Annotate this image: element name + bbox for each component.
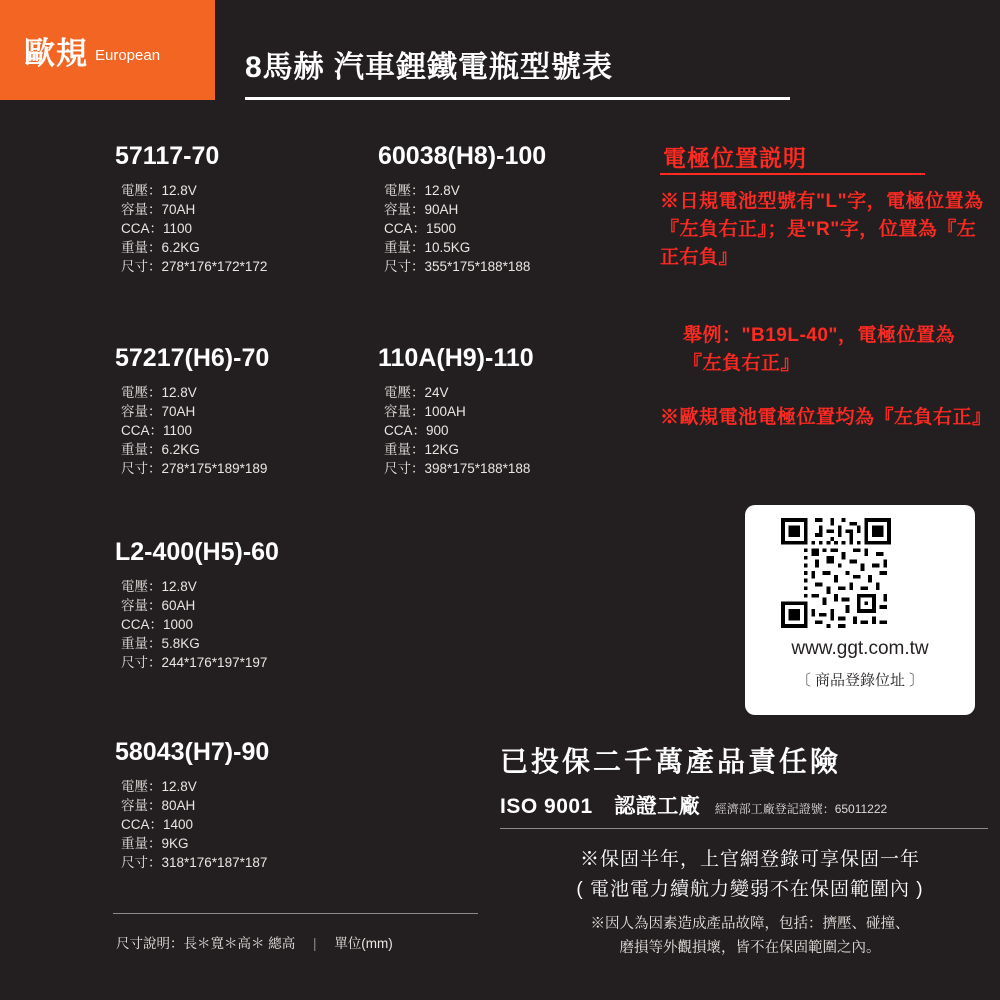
spec-value-cca: 1100 xyxy=(163,221,193,236)
product-model: 60038(H8)-100 xyxy=(378,142,547,170)
spec-weight xyxy=(115,634,279,653)
spec-capacity xyxy=(115,200,267,219)
spec-cca xyxy=(378,219,546,238)
spec-voltage xyxy=(115,181,267,200)
spec-weight xyxy=(115,834,269,853)
spec-label-weight: 重量： xyxy=(121,636,162,651)
spec-label-cca: CCA： xyxy=(121,617,164,632)
spec-label-voltage: 電壓： xyxy=(384,183,425,198)
spec-cca xyxy=(378,421,534,440)
product-card xyxy=(115,344,269,478)
electrode-notes-divider xyxy=(660,173,925,175)
product-model: 58043(H7)-90 xyxy=(115,738,270,766)
spec-size xyxy=(115,853,269,872)
spec-voltage xyxy=(115,577,279,596)
size-legend-text: 尺寸說明：長＊寬＊高＊ 總高 xyxy=(116,936,296,951)
spec-label-weight: 重量： xyxy=(121,442,162,457)
legend-separator: | xyxy=(313,936,317,951)
spec-label-voltage: 電壓： xyxy=(121,579,162,594)
spec-value-size: 318*176*187*187 xyxy=(161,855,268,870)
spec-label-capacity: 容量： xyxy=(121,598,162,613)
title-divider xyxy=(245,97,790,100)
spec-label-capacity: 容量： xyxy=(121,404,162,419)
spec-value-size: 278*175*189*189 xyxy=(161,461,268,476)
disclaimer-notice xyxy=(500,912,1000,960)
spec-label-cca: CCA： xyxy=(121,423,164,438)
spec-value-size: 398*175*188*188 xyxy=(424,461,531,476)
spec-value-cca: 1500 xyxy=(426,221,457,236)
spec-value-weight: 6.2KG xyxy=(161,240,200,255)
disclaimer-line-2: 磨損等外觀損壞，皆不在保固範圍之內。 xyxy=(619,940,881,956)
spec-label-capacity: 容量： xyxy=(121,202,162,217)
spec-value-weight: 10.5KG xyxy=(424,240,471,255)
spec-label-capacity: 容量： xyxy=(121,798,162,813)
iso-certification-line xyxy=(500,790,887,820)
spec-label-weight: 重量： xyxy=(384,240,425,255)
spec-capacity xyxy=(115,596,279,615)
spec-label-cca: CCA： xyxy=(384,423,427,438)
spec-value-size: 355*175*188*188 xyxy=(424,259,531,274)
warranty-notice xyxy=(500,845,1000,905)
spec-label-size: 尺寸： xyxy=(384,461,425,476)
spec-label-cca: CCA： xyxy=(121,817,164,832)
spec-capacity xyxy=(115,402,269,421)
spec-label-voltage: 電壓： xyxy=(121,183,162,198)
product-model: 110A(H9)-110 xyxy=(378,344,534,372)
spec-label-weight: 重量： xyxy=(121,240,162,255)
qr-caption-text: 〔 商品登錄位址 〕 xyxy=(795,672,925,689)
spec-value-voltage: 12.8V xyxy=(161,779,197,794)
spec-weight xyxy=(115,440,269,459)
qr-code-icon[interactable] xyxy=(781,518,891,628)
page-title: 8馬赫 汽車鋰鐵電瓶型號表 xyxy=(245,51,614,84)
spec-value-cca: 1000 xyxy=(163,617,194,632)
spec-voltage xyxy=(378,383,534,402)
spec-value-cca: 1400 xyxy=(163,817,194,832)
spec-weight xyxy=(378,440,534,459)
spec-label-cca: CCA： xyxy=(384,221,427,236)
spec-value-capacity: 90AH xyxy=(424,202,459,217)
spec-voltage xyxy=(378,181,546,200)
spec-value-cca: 900 xyxy=(426,423,449,438)
product-model: 57117-70 xyxy=(115,142,220,170)
spec-label-size: 尺寸： xyxy=(121,855,162,870)
product-card xyxy=(378,142,546,276)
spec-weight xyxy=(378,238,546,257)
spec-value-size: 278*176*172*172 xyxy=(161,259,268,274)
electrode-note-2: 舉例："B19L-40"，電極位置為『左負右正』 xyxy=(683,325,955,374)
electrode-note-3: ※歐規電池電極位置均為『左負右正』 xyxy=(660,407,992,428)
left-footer-divider xyxy=(113,913,478,914)
spec-size xyxy=(115,257,267,276)
spec-voltage xyxy=(115,383,269,402)
spec-label-weight: 重量： xyxy=(121,836,162,851)
spec-label-size: 尺寸： xyxy=(121,461,162,476)
qr-card[interactable] xyxy=(745,505,975,715)
spec-capacity xyxy=(378,402,534,421)
warranty-line-1: ※保固半年，上官網登錄可享保固一年 xyxy=(579,849,920,870)
qr-url-text[interactable]: www.ggt.com.tw xyxy=(791,638,929,659)
spec-capacity xyxy=(115,796,269,815)
badge-label-cn: 歐規 xyxy=(24,35,88,71)
electrode-notes-title: 電極位置説明 xyxy=(663,145,807,171)
iso-main-text: ISO 9001 認證工廠 xyxy=(500,795,701,818)
product-card xyxy=(378,344,534,478)
spec-label-weight: 重量： xyxy=(384,442,425,457)
spec-voltage xyxy=(115,777,269,796)
iso-registration-number: 經濟部工廠登記證號：65011222 xyxy=(714,802,888,816)
warranty-line-2: ( 電池電力續航力變弱不在保固範圍內 ) xyxy=(576,879,924,900)
spec-cca xyxy=(115,815,269,834)
spec-size xyxy=(378,459,534,478)
spec-value-capacity: 60AH xyxy=(161,598,196,613)
spec-value-capacity: 70AH xyxy=(161,202,196,217)
spec-label-size: 尺寸： xyxy=(384,259,425,274)
spec-label-cca: CCA： xyxy=(121,221,164,236)
product-card xyxy=(115,142,267,276)
spec-label-voltage: 電壓： xyxy=(121,385,162,400)
page-header xyxy=(0,0,1000,105)
disclaimer-line-1: ※因人為因素造成產品故障，包括：擠壓、碰撞、 xyxy=(590,916,910,932)
spec-value-voltage: 12.8V xyxy=(424,183,460,198)
european-standard-badge xyxy=(0,0,215,100)
product-card xyxy=(115,538,279,672)
spec-label-voltage: 電壓： xyxy=(121,779,162,794)
spec-size xyxy=(115,653,279,672)
size-legend xyxy=(116,932,393,952)
spec-cca xyxy=(115,615,279,634)
spec-value-capacity: 100AH xyxy=(424,404,466,419)
spec-cca xyxy=(115,219,267,238)
spec-label-size: 尺寸： xyxy=(121,259,162,274)
electrode-note-1: ※日規電池型號有"L"字，電極位置為『左負右正』；是"R"字，位置為『左正右負』 xyxy=(660,191,984,268)
spec-value-voltage: 12.8V xyxy=(161,579,197,594)
spec-weight xyxy=(115,238,267,257)
spec-value-voltage: 24V xyxy=(424,385,449,400)
spec-value-weight: 5.8KG xyxy=(161,636,200,651)
spec-cca xyxy=(115,421,269,440)
spec-label-capacity: 容量： xyxy=(384,404,425,419)
spec-value-weight: 12KG xyxy=(424,442,460,457)
iso-divider xyxy=(500,828,988,829)
product-model: 57217(H6)-70 xyxy=(115,344,270,372)
spec-value-voltage: 12.8V xyxy=(161,183,197,198)
unit-legend-text: 單位(mm) xyxy=(334,936,393,951)
spec-value-cca: 1100 xyxy=(163,423,193,438)
spec-value-voltage: 12.8V xyxy=(161,385,197,400)
badge-label-en: European xyxy=(95,46,161,64)
product-model: L2-400(H5)-60 xyxy=(115,538,279,566)
insurance-headline: 已投保二千萬產品責任險 xyxy=(500,746,842,777)
spec-value-weight: 6.2KG xyxy=(161,442,200,457)
spec-size xyxy=(378,257,546,276)
spec-label-voltage: 電壓： xyxy=(384,385,425,400)
product-card xyxy=(115,738,269,872)
spec-capacity xyxy=(378,200,546,219)
spec-value-capacity: 80AH xyxy=(161,798,196,813)
spec-label-size: 尺寸： xyxy=(121,655,162,670)
spec-value-weight: 9KG xyxy=(161,836,189,851)
spec-size xyxy=(115,459,269,478)
spec-label-capacity: 容量： xyxy=(384,202,425,217)
spec-value-capacity: 70AH xyxy=(161,404,196,419)
spec-value-size: 244*176*197*197 xyxy=(161,655,268,670)
